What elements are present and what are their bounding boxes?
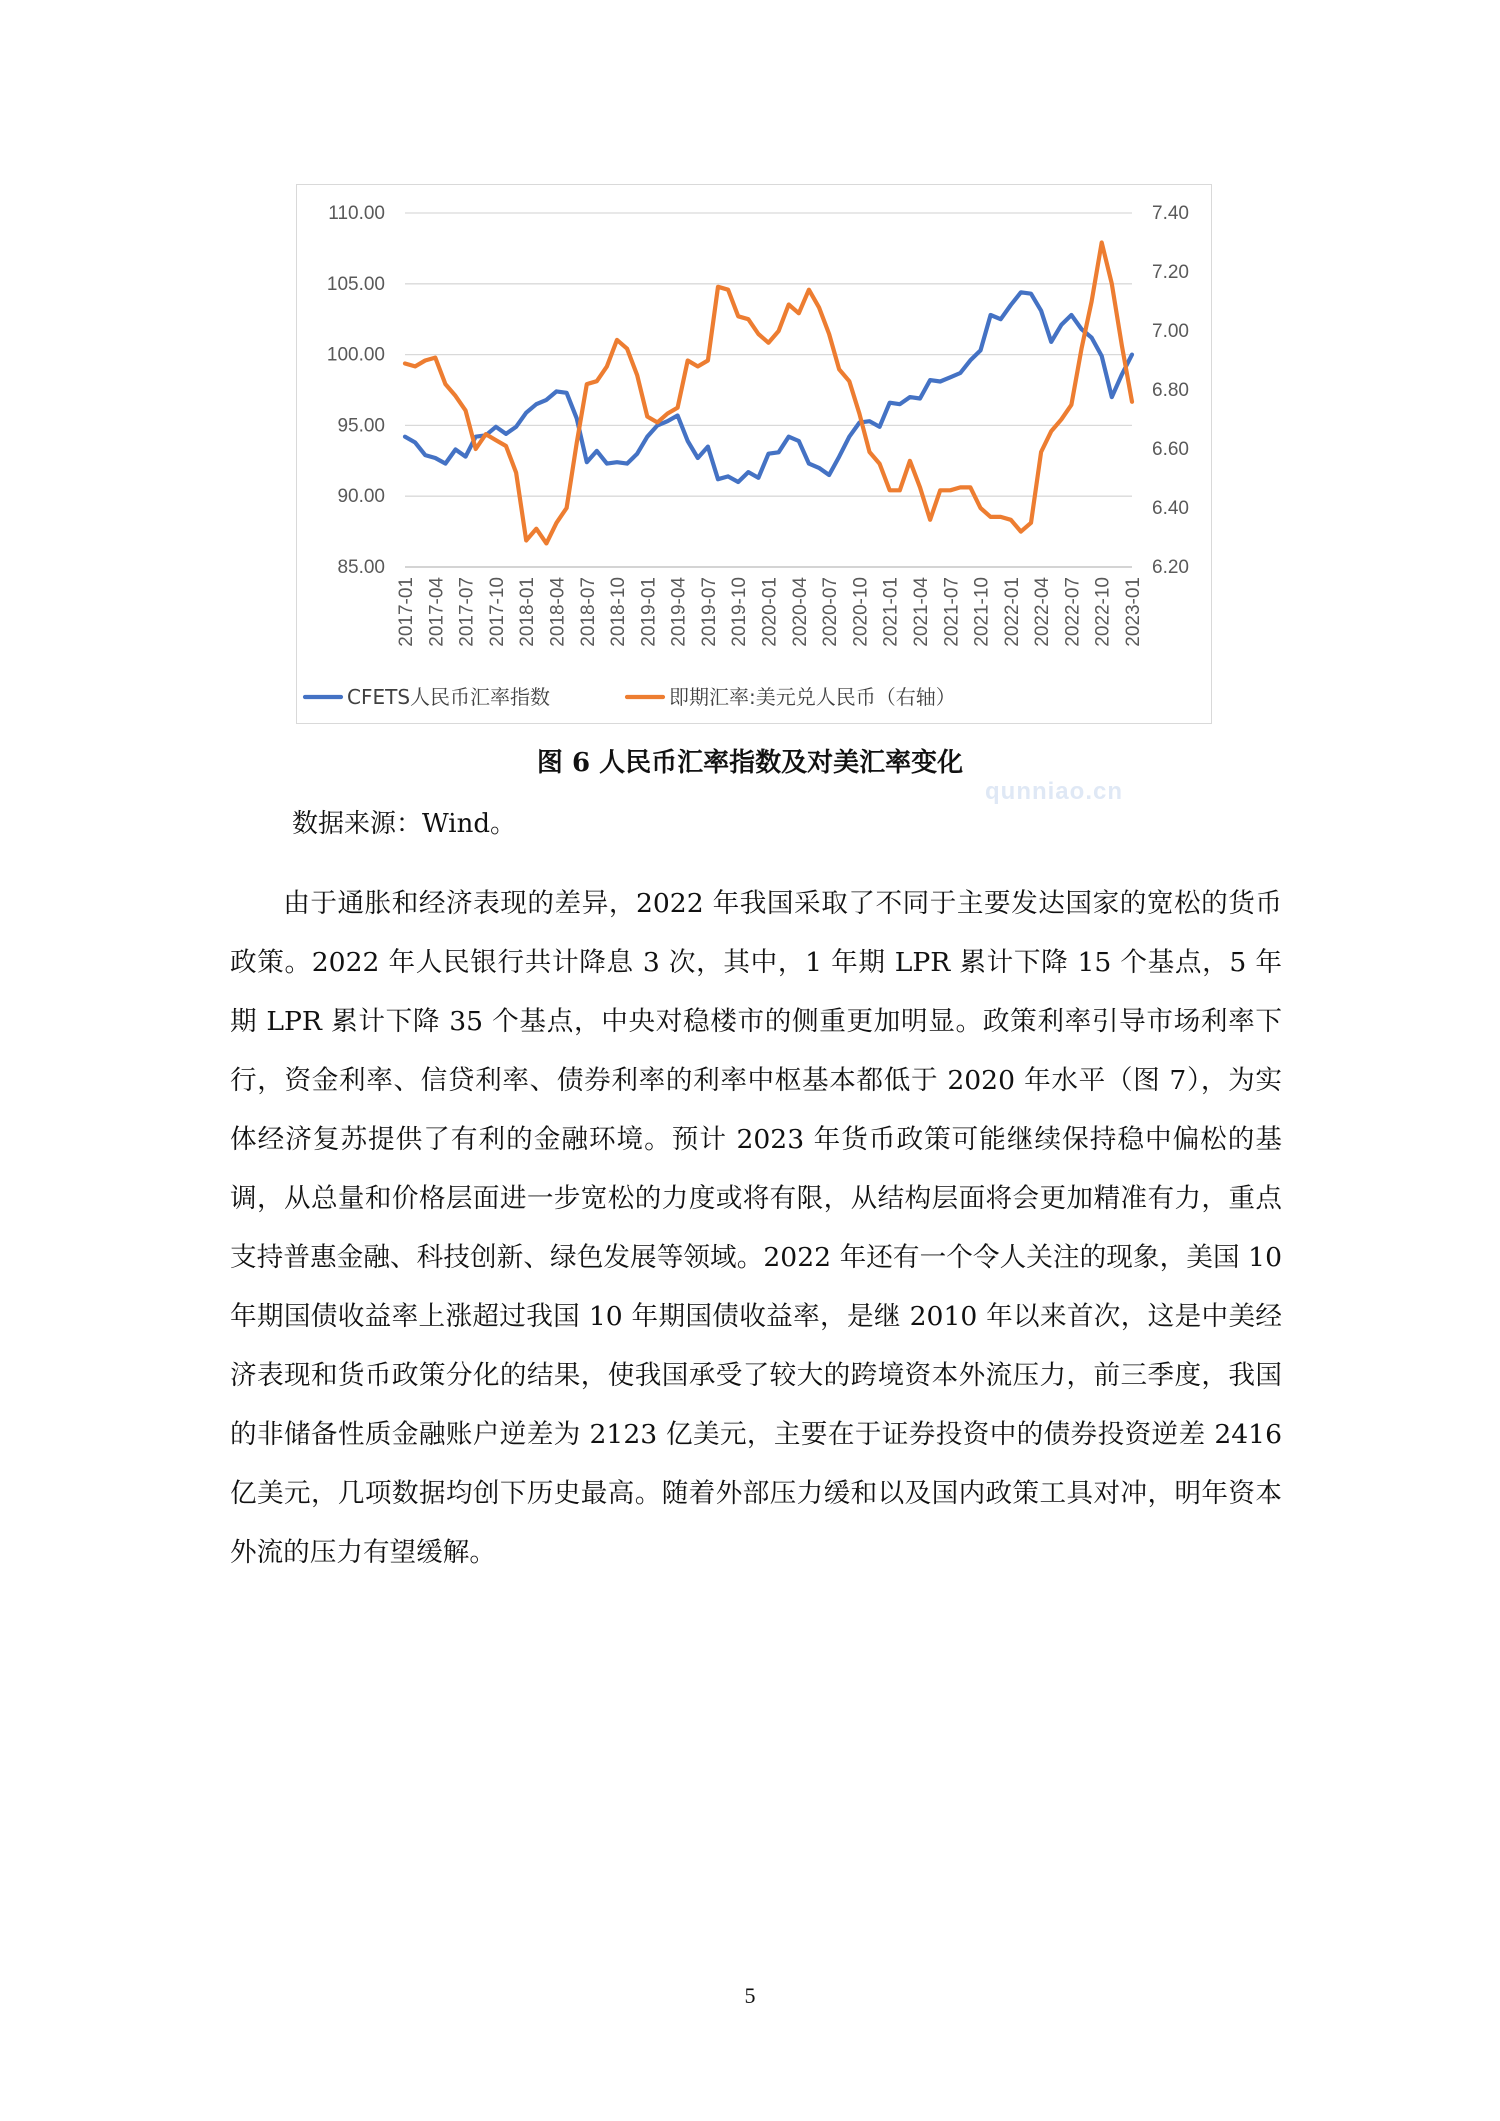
left-axis-tick-label: 85.00: [337, 557, 385, 578]
x-axis-tick-label: 2018-01: [517, 577, 539, 647]
x-axis-tick-label: 2018-10: [608, 577, 630, 647]
x-axis-tick-label: 2020-10: [850, 577, 872, 647]
body-paragraph: 由于通胀和经济表现的差异，2022 年我国采取了不同于主要发达国家的宽松的货币政策。2022 年人民银行共计降息 3 次，其中，1 年期 LPR 累计下降 15 个基点，5 年期 LPR 累计下降 35 个基点，中央对稳楼市的侧重更加明显。政策利率引导市场利率下行，资金利率、信贷利率、债券利率的利率中枢基本都低于 2020 年水平（图 7），为实体经济复苏提供了有利的金融环境。预计 2023 年货币政策可能继续保持稳中偏松的基调，从总量和价格层面进一步宽松的力度或将有限，从结构层面将会更加精准有力，重点支持普惠金融、科技创新、绿色发展等领域。2022 年还有一个令人关注的现象，美国 10 年期国债收益率上涨超过我国 10 年期国债收益率，是继 2010 年以来首次，这是中美经济表现和货币政策分化的结果，使我国承受了较大的跨境资本外流压力，前三季度，我国的非储备性质金融账户逆差为 2123 亿美元，主要在于证券投资中的债券投资逆差 2416 亿美元，几项数据均创下历史最高。随着外部压力缓和以及国内政策工具对冲，明年资本外流的压力有望缓解。: [230, 888, 1282, 1568]
right-axis-tick-label: 7.00: [1152, 321, 1189, 342]
right-axis-tick-label: 6.20: [1152, 557, 1189, 578]
left-axis-tick-label: 95.00: [337, 415, 385, 437]
x-axis-tick-label: 2022-07: [1062, 577, 1084, 647]
legend-label-cfets: CFETS人民币汇率指数: [347, 685, 551, 709]
page-number: 5: [744, 1983, 756, 2008]
x-axis-tick-label: 2019-10: [729, 577, 751, 647]
x-axis-tick-label: 2020-07: [820, 577, 842, 647]
left-axis-tick-label: 90.00: [337, 486, 385, 508]
right-axis-tick-label: 7.20: [1152, 262, 1189, 283]
cfets-index-line: [405, 292, 1132, 482]
chart-frame: [296, 184, 1212, 724]
figure-caption: 图 6 人民币汇率指数及对美汇率变化: [536, 748, 964, 778]
x-axis-tick-label: 2018-07: [577, 577, 599, 647]
left-axis-tick-label: 105.00: [326, 273, 385, 295]
right-axis-tick-label: 7.40: [1152, 203, 1189, 224]
x-axis-tick-label: 2021-07: [941, 577, 963, 647]
x-axis-tick-label: 2017-01: [396, 577, 417, 647]
data-source-note: 数据来源：Wind。: [292, 809, 516, 839]
x-axis-tick-label: 2019-04: [668, 577, 690, 647]
x-axis-tick-label: 2017-07: [456, 577, 478, 647]
left-axis-tick-label: 100.00: [326, 344, 385, 366]
right-axis-tick-label: 6.40: [1152, 498, 1189, 519]
x-axis-tick-label: 2021-01: [880, 577, 902, 647]
x-axis-tick-label: 2020-01: [759, 577, 781, 647]
x-axis-tick-label: 2021-04: [910, 577, 932, 647]
x-axis-tick-label: 2021-10: [971, 577, 993, 647]
x-axis-tick-label: 2022-01: [1001, 577, 1023, 647]
x-axis-tick-label: 2022-10: [1092, 577, 1114, 647]
x-axis-tick-label: 2018-04: [547, 577, 569, 647]
watermark: qunniao.cn: [985, 778, 1123, 805]
left-axis-tick-label: 110.00: [328, 203, 385, 224]
usd-cny-spot-line: [405, 243, 1132, 544]
x-axis-tick-label: 2017-04: [426, 577, 448, 647]
legend-label-usd-cny: 即期汇率:美元兑人民币（右轴）: [669, 685, 956, 709]
right-axis-tick-label: 6.60: [1152, 439, 1189, 460]
x-axis-tick-label: 2019-07: [698, 577, 720, 647]
exchange-rate-chart: [297, 185, 1213, 725]
x-axis-tick-label: 2017-10: [486, 577, 508, 647]
x-axis-tick-label: 2022-04: [1032, 577, 1054, 647]
x-axis-tick-label: 2020-04: [789, 577, 811, 647]
x-axis-tick-label: 2019-01: [638, 577, 660, 647]
x-axis-tick-label: 2023-01: [1123, 577, 1144, 647]
right-axis-tick-label: 6.80: [1152, 380, 1189, 401]
